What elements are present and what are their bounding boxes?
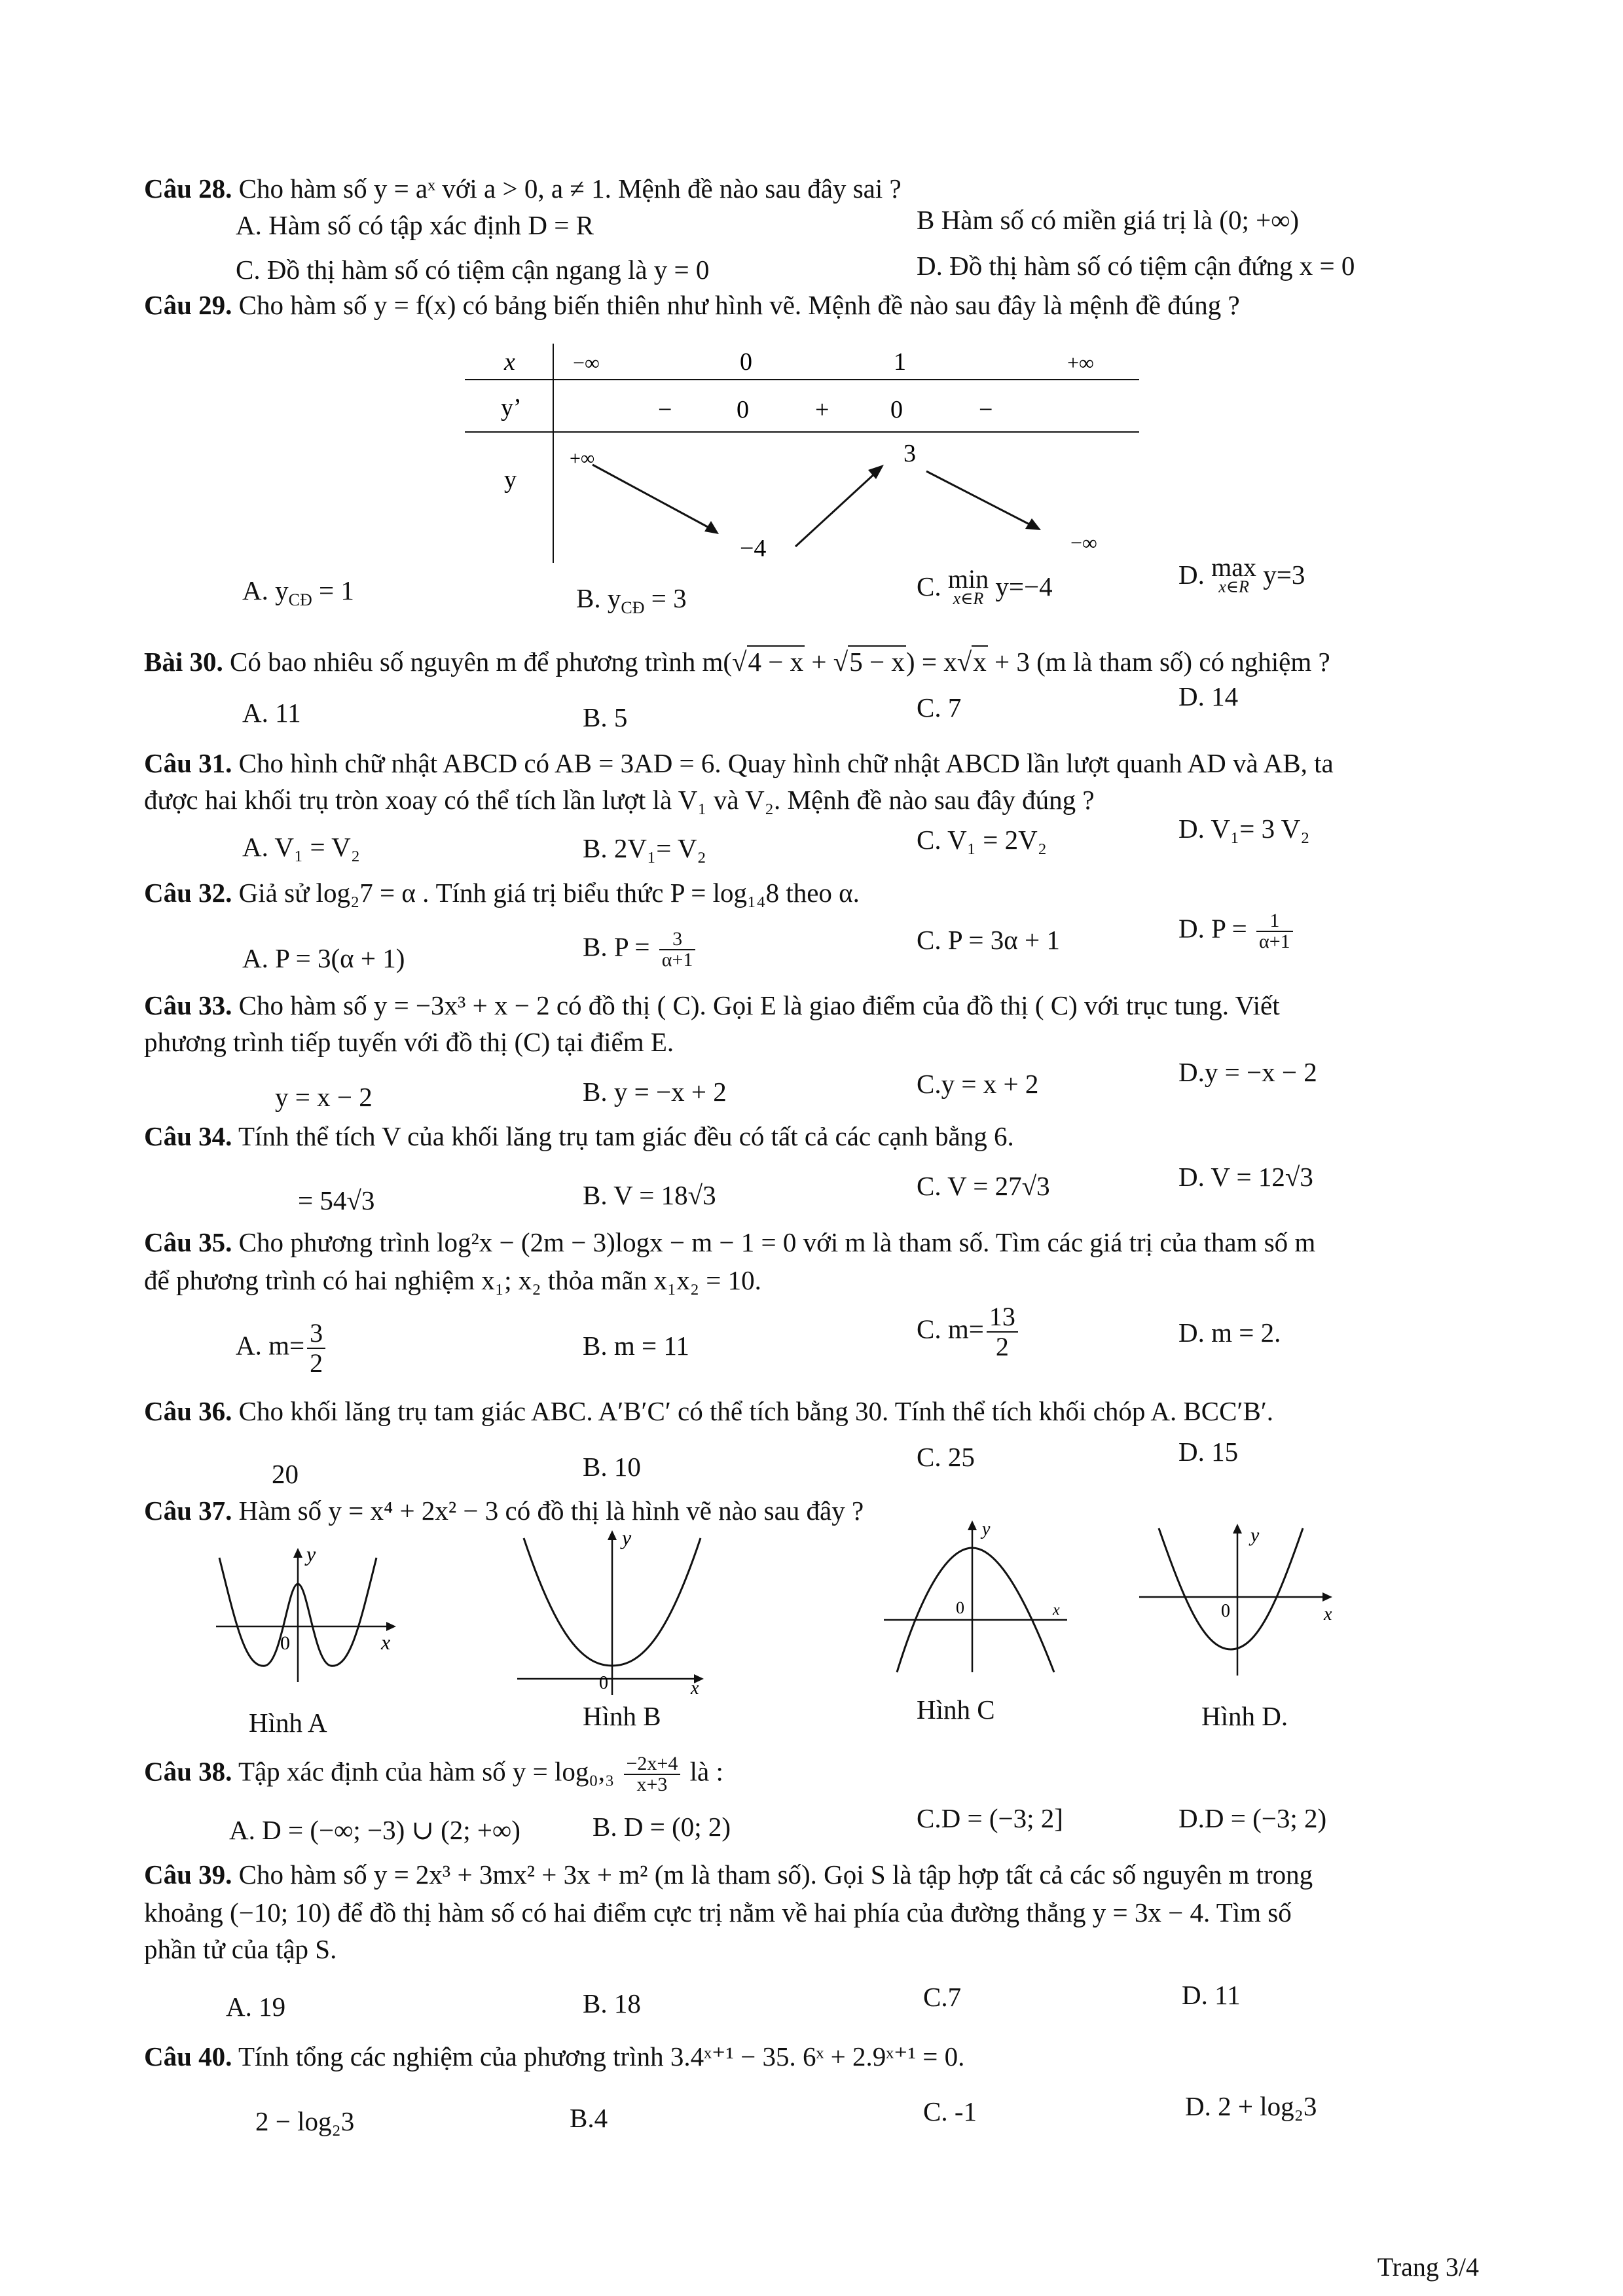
q34-option-b: B. V = 18√3 (583, 1180, 716, 1210)
question-text: Giả sử log₂7 = α . Tính giá trị biểu thức P = log₁₄8 theo α. (238, 878, 860, 908)
table-y-label: y (504, 466, 517, 493)
q30-option-b: B. 5 (583, 702, 628, 732)
q38-option-d: D.D = (−3; 2) (1178, 1803, 1327, 1833)
q40-option-d: D. 2 + log₂3 (1185, 2091, 1317, 2121)
table-sign: − (979, 396, 993, 423)
q40-option-b: B.4 (570, 2103, 608, 2133)
min-operator (947, 564, 989, 609)
axis-y-label: y (982, 1519, 991, 1539)
question-35 (144, 1225, 1480, 1259)
question-35-line-2: để phương trình có hai nghiệm x₁; x₂ thỏa mãn x₁x₂ = 10. (144, 1265, 761, 1295)
q31-option-b: B. 2V₁= V₂ (583, 833, 706, 863)
option-text: C. m= (917, 1314, 984, 1344)
numerator: 3 (659, 929, 696, 950)
fraction (987, 1302, 1018, 1361)
question-text: + 3 (m là tham số) có nghiệm ? (987, 647, 1330, 677)
option-text: = 1 (312, 575, 354, 605)
table-arrow-down (593, 465, 714, 530)
question-30: Bài 30. Có bao nhiêu số nguyên m để phương trình m(√4 − x + √5 − x) = x√x + 3 (m là tham số) có nghiệm ? (144, 647, 1330, 677)
figure-d-caption: Hình D. (1201, 1701, 1288, 1731)
question-33-line-2: phương trình tiếp tuyến với đồ thị (C) tại điểm E. (144, 1027, 674, 1057)
max-operator (1211, 552, 1256, 597)
fraction (624, 1754, 681, 1795)
question-31-line-2: được hai khối trụ tròn xoay có thể tích lần lượt là V₁ và V₂. Mệnh đề nào sau đây đúng ? (144, 785, 1095, 815)
fraction (1256, 911, 1293, 952)
q31-option-d: D. V₁= 3 V₂ (1178, 814, 1310, 844)
question-text: Có bao nhiêu số nguyên m để phương trình m( (230, 647, 733, 677)
question-label: Câu 33. (144, 990, 232, 1020)
option-text: y=−4 (989, 571, 1053, 601)
denominator: 2 (310, 1348, 323, 1378)
q29-option-b (576, 581, 687, 625)
q32-option-c: C. P = 3α + 1 (917, 925, 1060, 955)
question-32 (144, 876, 1480, 910)
question-label: Câu 29. (144, 290, 232, 320)
q33-option-b: B. y = −x + 2 (583, 1077, 727, 1107)
table-arrow-down (926, 471, 1034, 527)
question-text: ) = x (905, 647, 957, 677)
question-39-line-2: khoảng (−10; 10) để đồ thị hàm số có hai điểm cực trị nằm về hai phía của đường thẳng y = 3x − 4. Tìm số (144, 1897, 1292, 1928)
denominator: x+3 (636, 1774, 668, 1795)
q28-option-c: C. Đồ thị hàm số có tiệm cận ngang là y = 0 (236, 255, 710, 285)
question-text: Cho hàm số y = aˣ với a > 0, a ≠ 1. Mệnh đề nào sau đây sai ? (238, 173, 902, 204)
q29-option-a (242, 573, 354, 617)
table-y-value: −∞ (1070, 531, 1097, 554)
table-x-value: 1 (894, 348, 906, 376)
question-29 (144, 288, 1480, 322)
option-text: D. (1178, 560, 1212, 590)
table-arrow-up (795, 471, 877, 547)
origin-label: 0 (956, 1598, 964, 1617)
question-34 (144, 1119, 1480, 1153)
table-x-value: −∞ (573, 351, 600, 374)
page-number: Trang 3/4 (1377, 2252, 1479, 2282)
question-text: Hàm số y = x⁴ + 2x² − 3 có đồ thị là hình vẽ nào sau đây ? (238, 1496, 864, 1526)
sqrt-content: x (973, 647, 987, 677)
option-text: = 3 (644, 583, 687, 613)
operator-top: min (947, 564, 989, 594)
q40-option-a: 2 − log₂3 (255, 2106, 355, 2136)
table-sign: 0 (890, 396, 903, 423)
q29-option-c (917, 564, 1053, 609)
question-text: Cho khối lăng trụ tam giác ABC. A′B′C′ có thể tích bằng 30. Tính thể tích khối chóp A. BCC′B′. (238, 1396, 1274, 1426)
question-40 (144, 2039, 1480, 2073)
question-label: Câu 38. (144, 1756, 232, 1787)
graph-b (504, 1525, 720, 1702)
q38-option-b: B. D = (0; 2) (593, 1812, 731, 1842)
axis-y-label: y (306, 1545, 316, 1566)
q28-option-d: D. Đồ thị hàm số có tiệm cận đứng x = 0 (917, 251, 1355, 281)
table-y-value: −4 (740, 535, 767, 562)
axis-x-label: x (1324, 1604, 1332, 1624)
q39-option-c: C.7 (923, 1982, 962, 2012)
numerator: −2x+4 (624, 1754, 681, 1775)
q35-option-b: B. m = 11 (583, 1331, 689, 1361)
question-text: Cho phương trình log²x − (2m − 3)logx − m − 1 = 0 với m là tham số. Tìm các giá trị của tham số m (238, 1227, 1316, 1257)
question-36 (144, 1394, 1480, 1428)
axis-y-label: y (1250, 1524, 1260, 1546)
option-subscript: CĐ (288, 590, 312, 610)
q30-option-c: C. 7 (917, 692, 962, 723)
option-text: D. P = (1178, 913, 1254, 944)
q35-option-a (236, 1319, 328, 1378)
option-text: A. y (242, 575, 289, 605)
q36-option-a: 20 (272, 1459, 299, 1489)
q35-option-d: D. m = 2. (1178, 1318, 1281, 1348)
sqrt-content: 4 − x (748, 647, 804, 677)
q33-option-a: y = x − 2 (275, 1082, 373, 1112)
q39-option-b: B. 18 (583, 1988, 641, 2018)
table-sign: − (658, 396, 672, 423)
axis-y-label: y (622, 1526, 632, 1549)
figure-b-caption: Hình B (583, 1701, 661, 1731)
graph-a (210, 1545, 406, 1689)
q38-option-c: C.D = (−3; 2] (917, 1803, 1063, 1833)
graph-d (1133, 1518, 1349, 1682)
q34-option-a: = 54√3 (298, 1185, 375, 1215)
q36-option-b: B. 10 (583, 1452, 641, 1482)
question-text: Tính thể tích V của khối lăng trụ tam giác đều có tất cả các cạnh bằng 6. (238, 1121, 1014, 1151)
table-sign: + (815, 396, 830, 423)
table-yp-label: y’ (501, 394, 522, 422)
option-text: B. y (576, 583, 621, 613)
q32-option-b (583, 929, 698, 970)
question-text: Cho hàm số y = f(x) có bảng biến thiên như hình vẽ. Mệnh đề nào sau đây là mệnh đề đúng ? (238, 290, 1240, 320)
numerator: 3 (307, 1319, 325, 1349)
numerator: 1 (1256, 911, 1293, 932)
table-x-value: +∞ (1067, 351, 1094, 374)
question-label: Câu 39. (144, 1859, 232, 1890)
question-31 (144, 746, 1480, 780)
question-text: Tính tổng các nghiệm của phương trình 3.4ˣ⁺¹ − 35. 6ˣ + 2.9ˣ⁺¹ = 0. (238, 2041, 965, 2072)
q31-option-a: A. V₁ = V₂ (242, 832, 361, 862)
option-text: y=3 (1256, 560, 1305, 590)
fraction (659, 929, 696, 970)
question-text: Cho hình chữ nhật ABCD có AB = 3AD = 6. Quay hình chữ nhật ABCD lần lượt quanh AD và AB, ta (238, 748, 1334, 778)
origin-label: 0 (599, 1673, 608, 1693)
graph-c (877, 1515, 1074, 1679)
graph-c-curve (897, 1548, 1054, 1672)
q39-option-d: D. 11 (1182, 1980, 1241, 2010)
option-text: C. (917, 571, 948, 601)
table-arrowhead (704, 521, 719, 534)
question-label: Câu 36. (144, 1396, 232, 1426)
question-39 (144, 1857, 1480, 1892)
question-text: Cho hàm số y = −3x³ + x − 2 có đồ thị ( C). Gọi E là giao điểm của đồ thị ( C) với trục tung. Viết (238, 990, 1280, 1020)
q35-option-c (917, 1302, 1021, 1361)
q36-option-c: C. 25 (917, 1442, 975, 1472)
table-sign: 0 (737, 396, 749, 423)
option-text: B. P = (583, 931, 657, 962)
operator-top: max (1211, 552, 1256, 582)
question-label: Câu 28. (144, 173, 232, 204)
axis-x-label: x (691, 1678, 699, 1698)
q40-option-c: C. -1 (923, 2096, 977, 2126)
q29-option-d (1178, 552, 1305, 597)
axis-x-label: x (1053, 1602, 1060, 1619)
denominator: 2 (995, 1332, 1009, 1361)
table-y-value: 3 (903, 440, 916, 467)
option-text: A. m= (236, 1330, 305, 1361)
question-label: Câu 40. (144, 2041, 232, 2072)
fraction (307, 1319, 325, 1378)
question-text: Cho hàm số y = 2x³ + 3mx² + 3x + m² (m là tham số). Gọi S là tập hợp tất cả các số nguyên m trong (238, 1859, 1313, 1890)
denominator: α+1 (661, 949, 693, 971)
question-38 (144, 1754, 1480, 1795)
q28-option-a: A. Hàm số có tập xác định D = R (236, 210, 594, 240)
question-label: Câu 31. (144, 748, 232, 778)
numerator: 13 (987, 1302, 1018, 1333)
question-text: + (805, 647, 833, 677)
table-x-label: x (504, 348, 515, 376)
q30-option-a: A. 11 (242, 698, 301, 728)
q33-option-c: C.y = x + 2 (917, 1069, 1039, 1099)
sqrt-content: 5 − x (849, 647, 905, 677)
figure-c-caption: Hình C (917, 1695, 995, 1725)
origin-label: 0 (280, 1632, 290, 1654)
q32-option-a: A. P = 3(α + 1) (242, 943, 405, 973)
question-label: Câu 35. (144, 1227, 232, 1257)
question-label: Câu 34. (144, 1121, 232, 1151)
table-x-value: 0 (740, 348, 752, 376)
question-33 (144, 988, 1480, 1022)
q34-option-c: C. V = 27√3 (917, 1171, 1050, 1201)
origin-label: 0 (1221, 1601, 1230, 1621)
q32-option-d (1178, 911, 1296, 952)
q36-option-d: D. 15 (1178, 1437, 1239, 1467)
question-text: Tập xác định của hàm số y = log₀,₃ (238, 1756, 621, 1787)
table-y-value: +∞ (570, 448, 595, 469)
axis-x-label: x (381, 1630, 391, 1654)
q30-option-d: D. 14 (1178, 681, 1239, 711)
q33-option-d: D.y = −x − 2 (1178, 1057, 1317, 1087)
q38-option-a: A. D = (−∞; −3) ∪ (2; +∞) (229, 1815, 520, 1845)
figure-a-caption: Hình A (249, 1708, 327, 1738)
q28-option-b: B Hàm số có miền giá trị là (0; +∞) (917, 205, 1300, 235)
question-label: Câu 37. (144, 1496, 232, 1526)
q39-option-a: A. 19 (226, 1992, 286, 2022)
denominator: α+1 (1259, 931, 1290, 952)
question-28 (144, 171, 1480, 206)
question-text: là : (683, 1756, 723, 1787)
graph-d-curve (1159, 1528, 1303, 1649)
question-label: Bài 30. (144, 647, 223, 677)
question-label: Câu 32. (144, 878, 232, 908)
operator-bottom: x∈R (953, 589, 984, 608)
operator-bottom: x∈R (1218, 577, 1249, 596)
question-39-line-3: phần tử của tập S. (144, 1934, 337, 1964)
q34-option-d: D. V = 12√3 (1178, 1162, 1313, 1192)
option-subscript: CĐ (621, 598, 645, 618)
variation-table (458, 340, 1152, 576)
q31-option-c: C. V₁ = 2V₂ (917, 825, 1048, 855)
